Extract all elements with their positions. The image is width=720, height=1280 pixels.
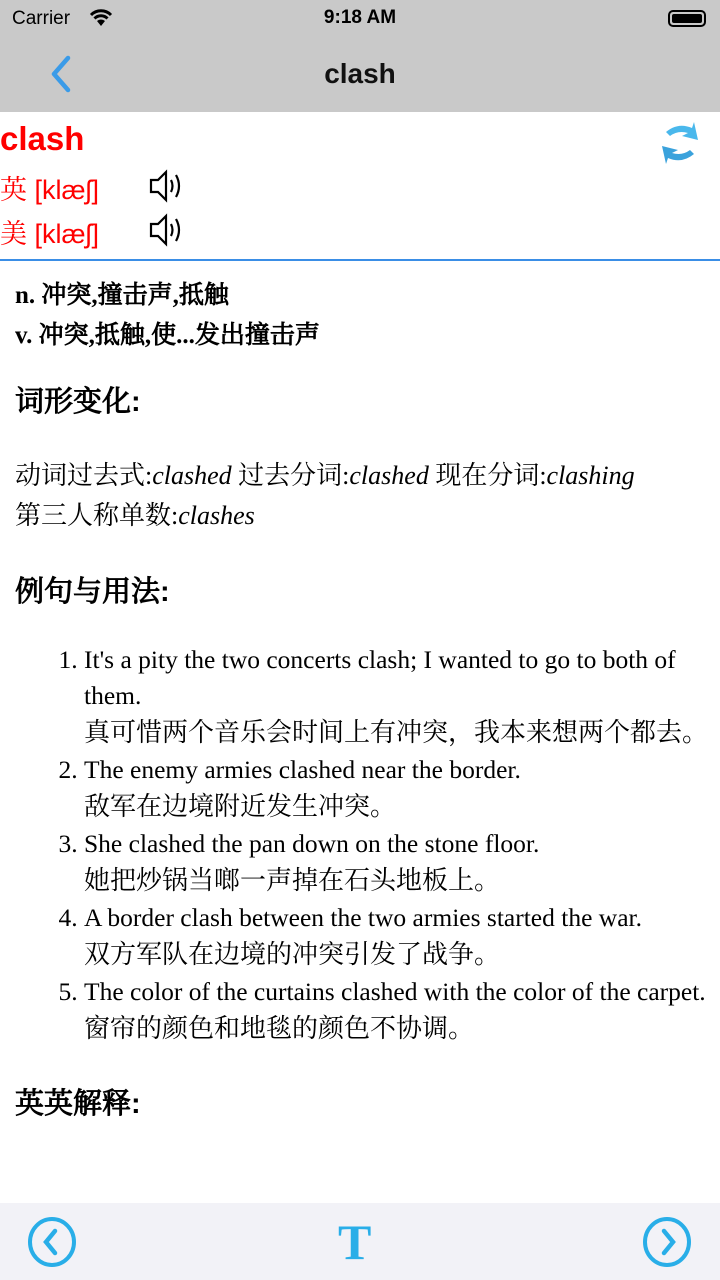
font-size-button[interactable]: T <box>338 1214 372 1270</box>
example-zh: 双方军队在边境的冲突引发了战争。 <box>84 940 501 969</box>
forms-heading: 词形变化: <box>15 386 141 418</box>
uk-phonetic: 英 [klæʃ] <box>0 175 100 205</box>
example-en: 2. The enemy armies clashed near the border. <box>84 755 521 784</box>
list-item <box>84 974 710 1048</box>
form-label: 动词过去式: <box>15 461 153 490</box>
example-en: 3. She clashed the pan down on the stone floor. <box>84 829 540 858</box>
list-item <box>84 752 710 826</box>
battery-icon <box>668 10 706 27</box>
form-value: clashing <box>546 461 635 490</box>
form-label: 第三人称单数: <box>15 501 179 530</box>
list-item <box>84 900 710 974</box>
next-word-button[interactable] <box>642 1217 692 1267</box>
us-speaker-icon[interactable] <box>148 212 184 248</box>
english-definition-heading: 英英解释: <box>15 1088 141 1120</box>
examples-heading: 例句与用法: <box>15 576 170 608</box>
navigation-bar <box>0 40 720 112</box>
example-en: 4. A border clash between the two armies started the war. <box>84 903 642 932</box>
us-phonetic: 美 [klæʃ] <box>0 219 100 249</box>
previous-word-button[interactable] <box>27 1217 77 1267</box>
example-en: 5. The color of the curtains clashed with the color of the carpet. <box>84 977 706 1006</box>
example-zh: 敌军在边境附近发生冲突。 <box>84 792 397 821</box>
example-zh: 窗帘的颜色和地毯的颜色不协调。 <box>84 1014 475 1043</box>
form-label: 过去分词: <box>238 461 350 490</box>
form-value: clashed <box>349 461 429 490</box>
word-header <box>0 112 720 261</box>
example-en: 1. It's a pity the two concerts clash; I wanted to go to both of them. <box>84 645 676 710</box>
examples-list <box>15 642 710 1048</box>
list-item <box>84 642 710 752</box>
list-item <box>84 826 710 900</box>
form-value: clashed <box>152 461 232 490</box>
definition-verb: v. 冲突,抵触,使...发出撞击声 <box>15 322 320 349</box>
form-value: clashes <box>178 501 255 530</box>
definition-noun: n. 冲突,撞击声,抵触 <box>15 282 229 309</box>
clock: 9:18 AM <box>323 7 397 28</box>
headword: clash <box>0 120 85 157</box>
example-zh: 她把炒锅当啷一声掉在石头地板上。 <box>84 866 501 895</box>
status-bar <box>0 0 720 40</box>
word-forms <box>15 456 710 536</box>
form-label: 现在分词: <box>435 461 547 490</box>
bottom-toolbar <box>0 1203 720 1280</box>
example-zh: 真可惜两个音乐会时间上有冲突，我本来想两个都去。 <box>84 718 709 747</box>
refresh-icon[interactable] <box>660 120 700 166</box>
page-title: clash <box>324 58 396 89</box>
content <box>15 276 710 1124</box>
carrier-label: Carrier <box>12 8 71 29</box>
uk-speaker-icon[interactable] <box>148 168 184 204</box>
